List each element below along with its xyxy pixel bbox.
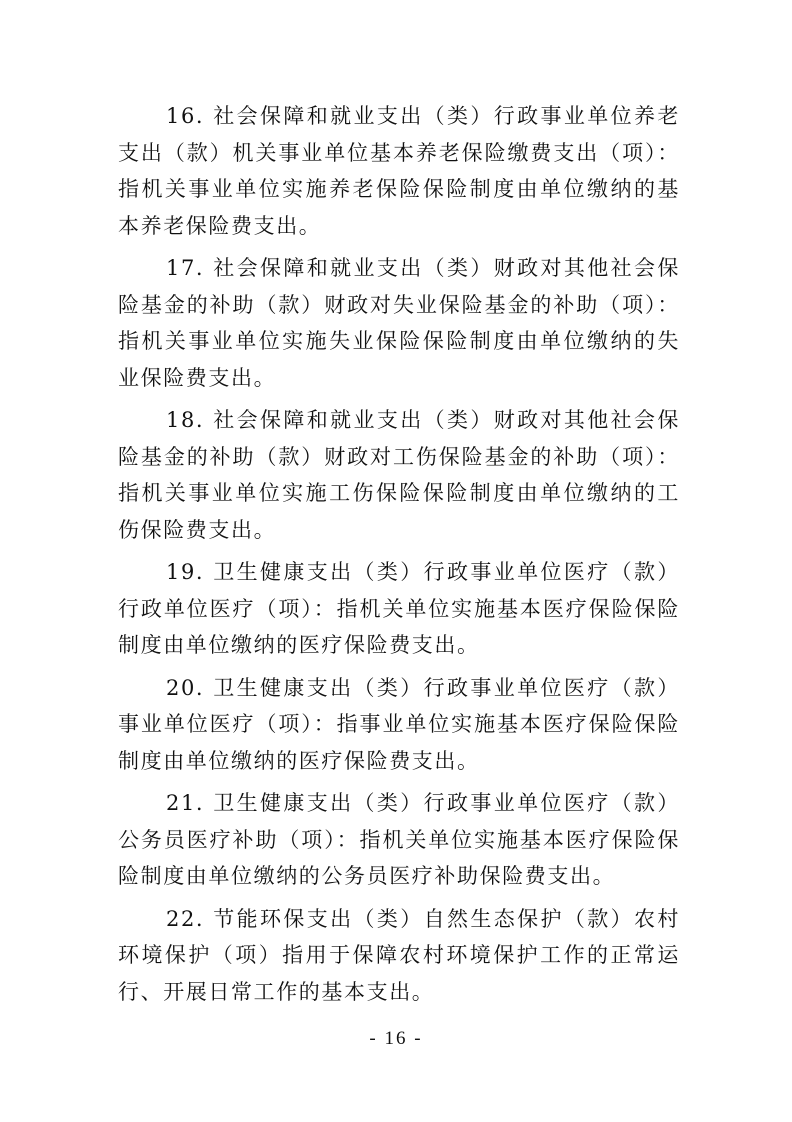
paragraph-22: 22. 节能环保支出（类）自然生态保护（款）农村环境保护（项）指用于保障农村环境保护工作的正常运行、开展日常工作的基本支出。 [118, 906, 680, 1004]
paragraph-17: 17. 社会保障和就业支出（类）财政对其他社会保险基金的补助（款）财政对失业保险基金的补助（项）：指机关事业单位实施失业保险保险制度由单位缴纳的失业保险费支出。 [118, 256, 680, 390]
page-number: - 16 - [369, 1028, 423, 1049]
body-text [118, 98, 680, 1016]
paragraph-20: 20. 卫生健康支出（类）行政事业单位医疗（款）事业单位医疗（项）：指事业单位实施基本医疗保险保险制度由单位缴纳的医疗保险费支出。 [118, 675, 680, 773]
paragraph-21: 21. 卫生健康支出（类）行政事业单位医疗（款）公务员医疗补助（项）：指机关单位实施基本医疗保险保险制度由单位缴纳的公务员医疗补助保险费支出。 [118, 791, 680, 888]
paragraph-16: 16. 社会保障和就业支出（类）行政事业单位养老支出（款）机关事业单位基本养老保险缴费支出（项）：指机关事业单位实施养老保险保险制度由单位缴纳的基本养老保险费支出。 [118, 104, 680, 238]
paragraph-18: 18. 社会保障和就业支出（类）财政对其他社会保险基金的补助（款）财政对工伤保险基金的补助（项）：指机关事业单位实施工伤保险保险制度由单位缴纳的工伤保险费支出。 [118, 408, 680, 542]
paragraph-19: 19. 卫生健康支出（类）行政事业单位医疗（款）行政单位医疗（项）：指机关单位实施基本医疗保险保险制度由单位缴纳的医疗保险费支出。 [118, 560, 680, 657]
